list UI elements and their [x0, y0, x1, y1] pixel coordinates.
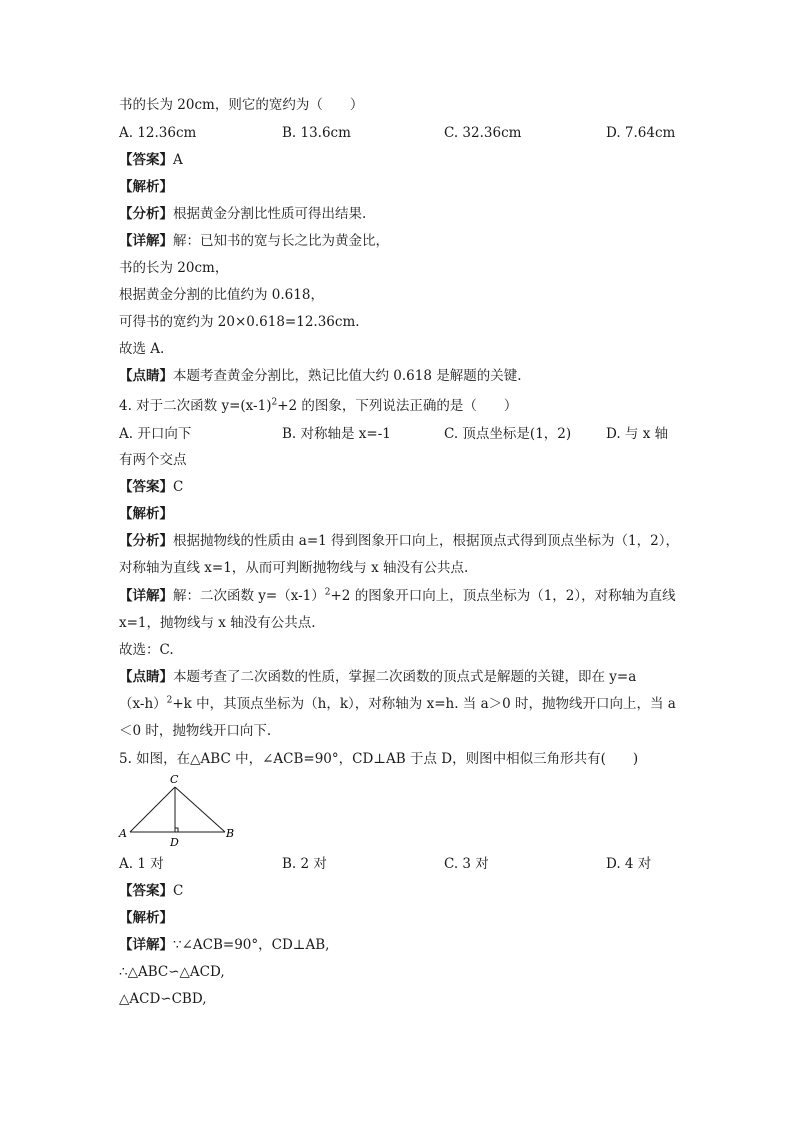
fenxi-tag: 【分析】 [119, 533, 173, 549]
answer-tag: 【答案】 [119, 152, 173, 168]
q5-xiangjie-3: △ACD∽CBD, [119, 991, 207, 1007]
xiangjie-exponent: 2 [324, 587, 331, 598]
q3-options [119, 123, 679, 143]
q4-dianjing-3: ＜0 时，抛物线开口向下. [119, 723, 272, 739]
q5-option-d: D. 4 对 [606, 856, 652, 872]
q5-option-a: A. 1 对 [119, 856, 164, 872]
q4-fenxi-1 [119, 531, 679, 551]
fenxi-text: 根据黄金分割比性质可得出结果. [173, 206, 367, 222]
answer-tag: 【答案】 [119, 479, 173, 495]
q4-dianjing-1 [119, 667, 636, 687]
q4-stem-part: 4. 对于二次函数 y=(x-1) [119, 398, 272, 414]
dianjing-text: 本题考查黄金分割比，熟记比值大约 0.618 是解题的关键. [173, 368, 522, 384]
q4-dianjing-2 [119, 694, 676, 714]
q3-xiangjie-4: 可得书的宽约为 20×0.618=12.36cm. [119, 314, 360, 330]
xiangjie-text: 解：已知书的宽与长之比为黄金比， [173, 233, 389, 249]
label-d: D [170, 836, 179, 849]
segment-bc [175, 787, 225, 832]
q5-stem: 5. 如图，在△ABC 中，∠ACB=90°，CD⊥AB 于点 D，则图中相似三角形共有( ) [119, 751, 639, 767]
q5-analysis-heading [119, 908, 173, 928]
xiangjie-tag: 【详解】 [119, 588, 173, 604]
q4-option-d: D. 与 x 轴 [606, 426, 669, 442]
answer-value: A [173, 152, 183, 168]
xiangjie-tag: 【详解】 [119, 233, 173, 249]
label-b: B [226, 827, 235, 840]
q5-answer [119, 881, 183, 901]
xiangjie-text: 解：二次函数 y=（x-1） [173, 588, 325, 604]
analysis-tag: 【解析】 [119, 506, 173, 522]
dianjing-text: （x-h） [119, 696, 167, 712]
segment-ac [130, 787, 175, 832]
q5-xiangjie-2: ∴△ABC∽△ACD, [119, 964, 225, 980]
q4-choice: 故选：C. [119, 642, 174, 658]
q4-option-d-wrap: 有两个交点 [119, 452, 187, 468]
q4-analysis-heading [119, 504, 173, 524]
xiangjie-text: +2 的图象开口向上，顶点坐标为（1，2），对称轴为直线 [330, 588, 676, 604]
q3-option-c: C. 32.36cm [444, 125, 522, 141]
analysis-tag: 【解析】 [119, 179, 173, 195]
xiangjie-tag: 【详解】 [119, 937, 173, 953]
q5-option-b: B. 2 对 [282, 856, 327, 872]
q4-option-c: C. 顶点坐标是(1，2) [444, 426, 572, 442]
xiangjie-text: ∵∠ACB=90°，CD⊥AB, [173, 937, 330, 953]
fenxi-tag: 【分析】 [119, 206, 173, 222]
q5-options [119, 854, 679, 874]
triangle-figure [115, 770, 240, 850]
dianjing-tag: 【点睛】 [119, 368, 173, 384]
fenxi-text: 根据抛物线的性质由 a=1 得到图象开口向上，根据顶点式得到顶点坐标为（1，2）， [173, 533, 679, 549]
q3-option-d: D. 7.64cm [606, 125, 676, 141]
q4-option-b: B. 对称轴是 x=-1 [282, 426, 391, 442]
q3-choice: 故选 A. [119, 341, 165, 357]
q3-fenxi [119, 204, 366, 224]
q3-xiangjie-3: 根据黄金分割的比值约为 0.618， [119, 287, 324, 303]
dianjing-text: 本题考查了二次函数的性质，掌握二次函数的顶点式是解题的关键，即在 y=a [173, 669, 637, 685]
dianjing-text: +k 中，其顶点坐标为（h，k），对称轴为 x=h. 当 a＞0 时，抛物线开口向上，当 a [172, 696, 676, 712]
q3-option-b: B. 13.6cm [282, 125, 351, 141]
q3-xiangjie-2: 书的长为 20cm， [119, 260, 229, 276]
q5-option-c: C. 3 对 [444, 856, 489, 872]
q4-fenxi-2: 对称轴为直线 x=1，从而可判断抛物线与 x 轴没有公共点. [119, 560, 469, 576]
q4-stem-part: +2 的图象，下列说法正确的是（ ） [277, 398, 518, 414]
q3-xiangjie-1 [119, 231, 389, 251]
answer-value: C [173, 883, 184, 899]
q3-analysis-heading [119, 177, 173, 197]
q4-answer [119, 477, 183, 497]
q4-xiangjie-2: x=1，抛物线与 x 轴没有公共点. [119, 615, 316, 631]
dianjing-exponent: 2 [166, 695, 173, 706]
q4-option-a: A. 开口向下 [119, 426, 192, 442]
q4-stem-exponent: 2 [271, 397, 278, 408]
answer-tag: 【答案】 [119, 883, 173, 899]
q3-stem-tail: 书的长为 20cm，则它的宽约为（ ） [119, 97, 364, 113]
q4-xiangjie-1 [119, 586, 676, 606]
q5-xiangjie-1 [119, 935, 329, 955]
label-a: A [119, 827, 127, 840]
dianjing-tag: 【点睛】 [119, 669, 173, 685]
q4-options [119, 424, 679, 444]
analysis-tag: 【解析】 [119, 910, 173, 926]
answer-value: C [173, 479, 184, 495]
q3-dianjing [119, 366, 522, 386]
q4-stem [119, 396, 517, 416]
label-c: C [170, 773, 179, 786]
q3-option-a: A. 12.36cm [119, 125, 197, 141]
q3-answer [119, 150, 183, 170]
